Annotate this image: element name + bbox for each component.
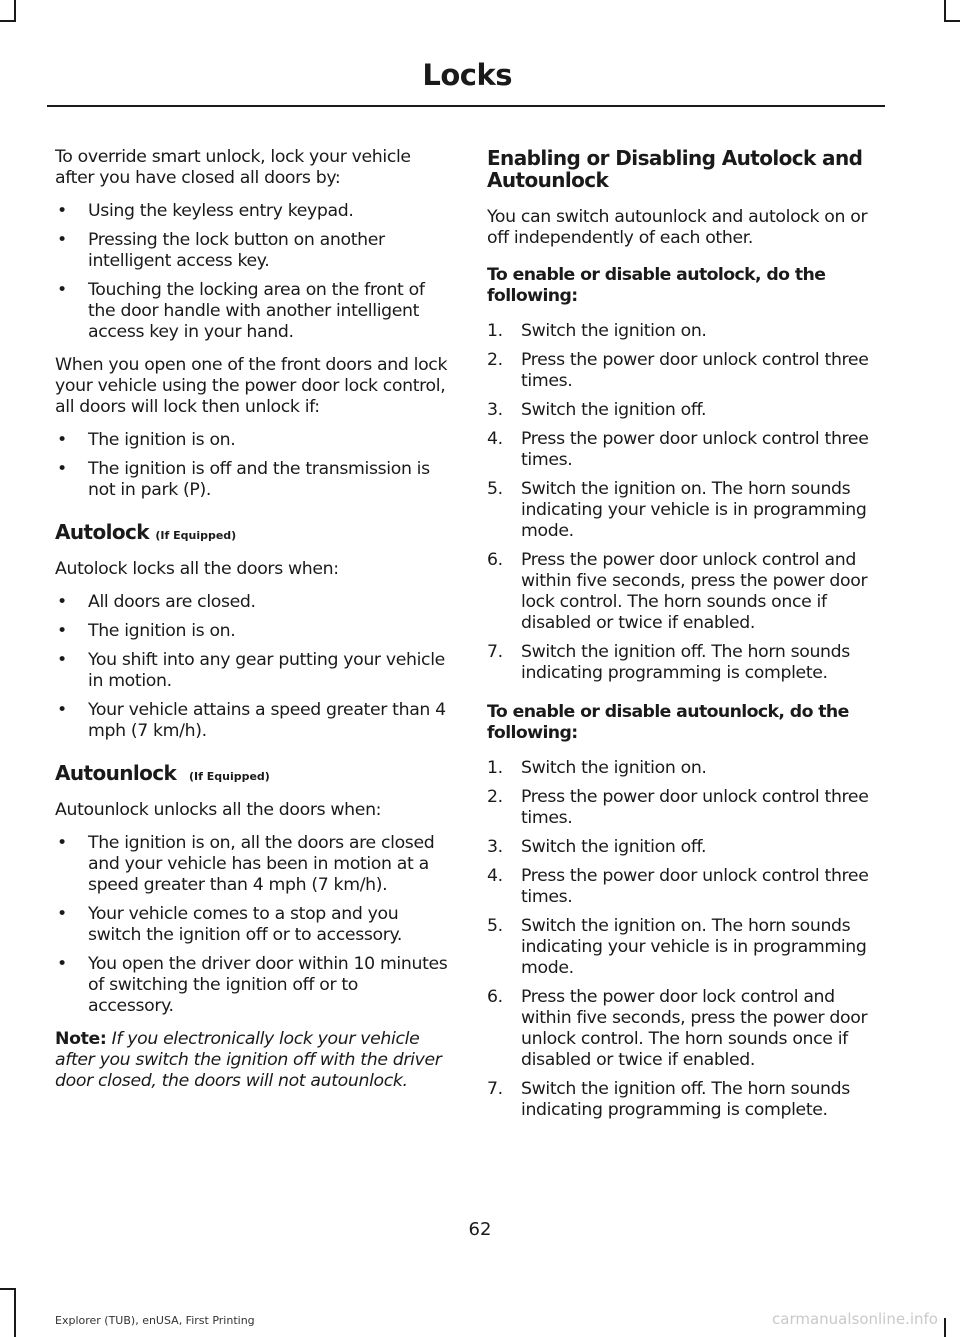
step-number: 3. bbox=[487, 400, 503, 420]
list-item: • You shift into any gear putting your vehicle in motion. bbox=[57, 650, 445, 691]
crop-mark bbox=[0, 20, 16, 22]
crop-mark bbox=[14, 1288, 16, 1337]
list-item: 7. Switch the ignition off. The horn sounds indicating programming is complete. bbox=[487, 642, 850, 683]
note-label: Note: bbox=[55, 1029, 107, 1049]
list-item: • The ignition is on. bbox=[57, 621, 236, 641]
list-item: • All doors are closed. bbox=[57, 592, 256, 612]
list-item: 5. Switch the ignition on. The horn sounds indicating your vehicle is in programming mode. bbox=[487, 916, 867, 978]
bullet-icon: • bbox=[57, 230, 67, 250]
step-number: 3. bbox=[487, 837, 503, 857]
list-item: • The ignition is off and the transmission is not in park (P). bbox=[57, 459, 430, 500]
step-number: 2. bbox=[487, 350, 503, 370]
equipped-tag: (If Equipped) bbox=[155, 529, 237, 542]
list-item: 1. Switch the ignition on. bbox=[487, 321, 707, 341]
list-item: • Touching the locking area on the front of the door handle with another intelligent access key in your hand. bbox=[57, 280, 425, 342]
note-paragraph bbox=[55, 1029, 448, 1092]
footer-text: Explorer (TUB), enUSA, First Printing bbox=[55, 1314, 255, 1327]
autolock-intro: Autolock locks all the doors when: bbox=[55, 559, 339, 579]
bullet-icon: • bbox=[57, 833, 67, 853]
section-intro: You can switch autounlock and autolock on or off independently of each other. bbox=[487, 207, 868, 248]
override-list bbox=[55, 201, 448, 343]
crop-mark bbox=[944, 20, 960, 22]
list-item: 7. Switch the ignition off. The horn sounds indicating programming is complete. bbox=[487, 1079, 850, 1120]
list-item: • Pressing the lock button on another intelligent access key. bbox=[57, 230, 385, 271]
step-number: 1. bbox=[487, 321, 503, 341]
autolock-steps bbox=[487, 321, 882, 684]
list-item: • The ignition is on, all the doors are closed and your vehicle has been in motion at a speed greater than 4 mph (7 km/h). bbox=[57, 833, 435, 895]
list-item: • Your vehicle comes to a stop and you switch the ignition off or to accessory. bbox=[57, 904, 403, 945]
autolock-subheading: To enable or disable autolock, do the following: bbox=[487, 265, 826, 306]
list-item: • Using the keyless entry keypad. bbox=[57, 201, 354, 221]
bullet-icon: • bbox=[57, 621, 67, 641]
front-doors-list bbox=[55, 430, 448, 501]
bullet-icon: • bbox=[57, 459, 67, 479]
autounlock-subheading: To enable or disable autounlock, do the following: bbox=[487, 702, 849, 743]
override-intro: To override smart unlock, lock your vehicle after you have closed all doors by: bbox=[55, 147, 411, 188]
autounlock-list bbox=[55, 833, 448, 1017]
list-item: • The ignition is on. bbox=[57, 430, 236, 450]
list-item: 4. Press the power door unlock control three times. bbox=[487, 429, 869, 470]
autolock-heading: Autolock (If Equipped) bbox=[55, 520, 237, 544]
step-number: 4. bbox=[487, 429, 503, 449]
autounlock-intro: Autounlock unlocks all the doors when: bbox=[55, 800, 382, 820]
list-item: • You open the driver door within 10 minutes of switching the ignition off or to accessory. bbox=[57, 954, 448, 1016]
bullet-icon: • bbox=[57, 650, 67, 670]
section-heading: Enabling or Disabling Autolock and Autounlock bbox=[487, 146, 863, 192]
bullet-icon: • bbox=[57, 201, 67, 221]
crop-mark bbox=[14, 0, 16, 20]
autolock-list bbox=[55, 592, 448, 742]
crop-mark bbox=[944, 0, 946, 20]
note-text: If you electronically lock your vehicle after you switch the ignition off with the driver door closed, the doors will not autounlock. bbox=[55, 1029, 442, 1091]
equipped-tag: (If Equipped) bbox=[188, 770, 270, 783]
step-number: 7. bbox=[487, 642, 503, 662]
right-column bbox=[487, 147, 882, 1133]
step-number: 5. bbox=[487, 479, 503, 499]
step-number: 5. bbox=[487, 916, 503, 936]
autounlock-heading: Autounlock (If Equipped) bbox=[55, 761, 270, 785]
step-number: 2. bbox=[487, 787, 503, 807]
list-item: 1. Switch the ignition on. bbox=[487, 758, 707, 778]
autounlock-steps bbox=[487, 758, 882, 1121]
list-item: 3. Switch the ignition off. bbox=[487, 400, 707, 420]
left-column bbox=[55, 147, 448, 1104]
step-number: 1. bbox=[487, 758, 503, 778]
bullet-icon: • bbox=[57, 280, 67, 300]
list-item: 6. Press the power door lock control and within five seconds, press the power door unlock control. The horn sounds once if disabled or twice if enabled. bbox=[487, 987, 868, 1070]
page-title: Locks bbox=[422, 58, 512, 92]
list-item: 3. Switch the ignition off. bbox=[487, 837, 707, 857]
list-item: 4. Press the power door unlock control three times. bbox=[487, 866, 869, 907]
page-number: 62 bbox=[468, 1219, 492, 1240]
watermark: carmanualsonline.info bbox=[772, 1310, 938, 1328]
step-number: 6. bbox=[487, 987, 503, 1007]
bullet-icon: • bbox=[57, 700, 67, 720]
step-number: 7. bbox=[487, 1079, 503, 1099]
list-item: 6. Press the power door unlock control and within five seconds, press the power door lock control. The horn sounds once if disabled or twice if enabled. bbox=[487, 550, 868, 633]
bullet-icon: • bbox=[57, 430, 67, 450]
list-item: 5. Switch the ignition on. The horn sounds indicating your vehicle is in programming mode. bbox=[487, 479, 867, 541]
list-item: 2. Press the power door unlock control three times. bbox=[487, 787, 869, 828]
front-doors-paragraph: When you open one of the front doors and lock your vehicle using the power door lock control, all doors will lock then unlock if: bbox=[55, 355, 448, 417]
list-item: • Your vehicle attains a speed greater than 4 mph (7 km/h). bbox=[57, 700, 446, 741]
step-number: 4. bbox=[487, 866, 503, 886]
list-item: 2. Press the power door unlock control three times. bbox=[487, 350, 869, 391]
bullet-icon: • bbox=[57, 592, 67, 612]
title-rule bbox=[47, 105, 885, 107]
step-number: 6. bbox=[487, 550, 503, 570]
bullet-icon: • bbox=[57, 904, 67, 924]
bullet-icon: • bbox=[57, 954, 67, 974]
